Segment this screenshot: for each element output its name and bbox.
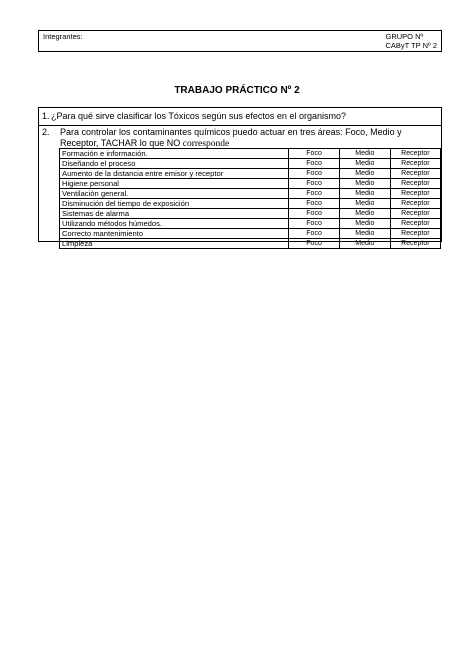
row-item-label: Correcto mantenimiento [60, 229, 289, 239]
option-receptor[interactable]: Receptor [390, 199, 440, 209]
question-1-text: ¿Para qué sirve clasificar los Tóxicos según sus efectos en el organismo? [51, 111, 346, 121]
table-row [60, 199, 441, 209]
grupo-label: GRUPO Nº [385, 32, 424, 41]
option-medio[interactable]: Medio [339, 149, 390, 159]
option-foco[interactable]: Foco [289, 209, 340, 219]
table-row [60, 149, 441, 159]
row-item-label: Formación e información. [60, 149, 289, 159]
option-medio[interactable]: Medio [339, 239, 390, 249]
document-title: TRABAJO PRÁCTICO Nº 2 [174, 85, 300, 96]
question-2-text-main: Para controlar los contaminantes químicos puedo actuar en tres áreas: Foco, Medio y Receptor, TACHAR lo que NO [60, 127, 402, 148]
row-item-label: Utilizando métodos húmedos. [60, 219, 289, 229]
option-foco[interactable]: Foco [289, 219, 340, 229]
table-row [60, 209, 441, 219]
table-row [60, 179, 441, 189]
question-1-number: 1. [42, 111, 50, 121]
question-2-text [60, 127, 438, 150]
question-2-text-tail: corresponde [182, 139, 230, 149]
table-row [60, 219, 441, 229]
option-medio[interactable]: Medio [339, 199, 390, 209]
table-row [60, 189, 441, 199]
option-receptor[interactable]: Receptor [390, 239, 440, 249]
option-foco[interactable]: Foco [289, 229, 340, 239]
option-medio[interactable]: Medio [339, 209, 390, 219]
row-item-label: Limpieza [60, 239, 289, 249]
option-medio[interactable]: Medio [339, 189, 390, 199]
option-receptor[interactable]: Receptor [390, 179, 440, 189]
group-info [385, 32, 437, 50]
option-medio[interactable]: Medio [339, 229, 390, 239]
option-foco[interactable]: Foco [289, 169, 340, 179]
option-medio[interactable]: Medio [339, 159, 390, 169]
option-foco[interactable]: Foco [289, 239, 340, 249]
option-foco[interactable]: Foco [289, 199, 340, 209]
option-foco[interactable]: Foco [289, 179, 340, 189]
row-item-label: Aumento de la distancia entre emisor y receptor [60, 169, 289, 179]
question-1 [39, 108, 441, 126]
option-receptor[interactable]: Receptor [390, 209, 440, 219]
row-item-label: Diseñando el proceso [60, 159, 289, 169]
areas-table [59, 148, 441, 249]
row-item-label: Higiene personal [60, 179, 289, 189]
header-box [38, 30, 442, 52]
table-row [60, 169, 441, 179]
option-receptor[interactable]: Receptor [390, 229, 440, 239]
option-foco[interactable]: Foco [289, 159, 340, 169]
table-row [60, 159, 441, 169]
option-medio[interactable]: Medio [339, 219, 390, 229]
option-receptor[interactable]: Receptor [390, 219, 440, 229]
option-foco[interactable]: Foco [289, 149, 340, 159]
option-foco[interactable]: Foco [289, 189, 340, 199]
row-item-label: Sistemas de alarma [60, 209, 289, 219]
option-receptor[interactable]: Receptor [390, 169, 440, 179]
question-2-number: 2. [42, 127, 50, 137]
course-label: CAByT TP Nº 2 [385, 41, 437, 50]
option-receptor[interactable]: Receptor [390, 189, 440, 199]
row-item-label: Disminución del tiempo de exposición [60, 199, 289, 209]
table-row [60, 229, 441, 239]
option-receptor[interactable]: Receptor [390, 159, 440, 169]
integrantes-label: Integrantes: [43, 32, 83, 41]
option-medio[interactable]: Medio [339, 179, 390, 189]
questions-frame [38, 107, 442, 248]
option-medio[interactable]: Medio [339, 169, 390, 179]
table-row [60, 239, 441, 249]
option-receptor[interactable]: Receptor [390, 149, 440, 159]
row-item-label: Ventilación general. [60, 189, 289, 199]
